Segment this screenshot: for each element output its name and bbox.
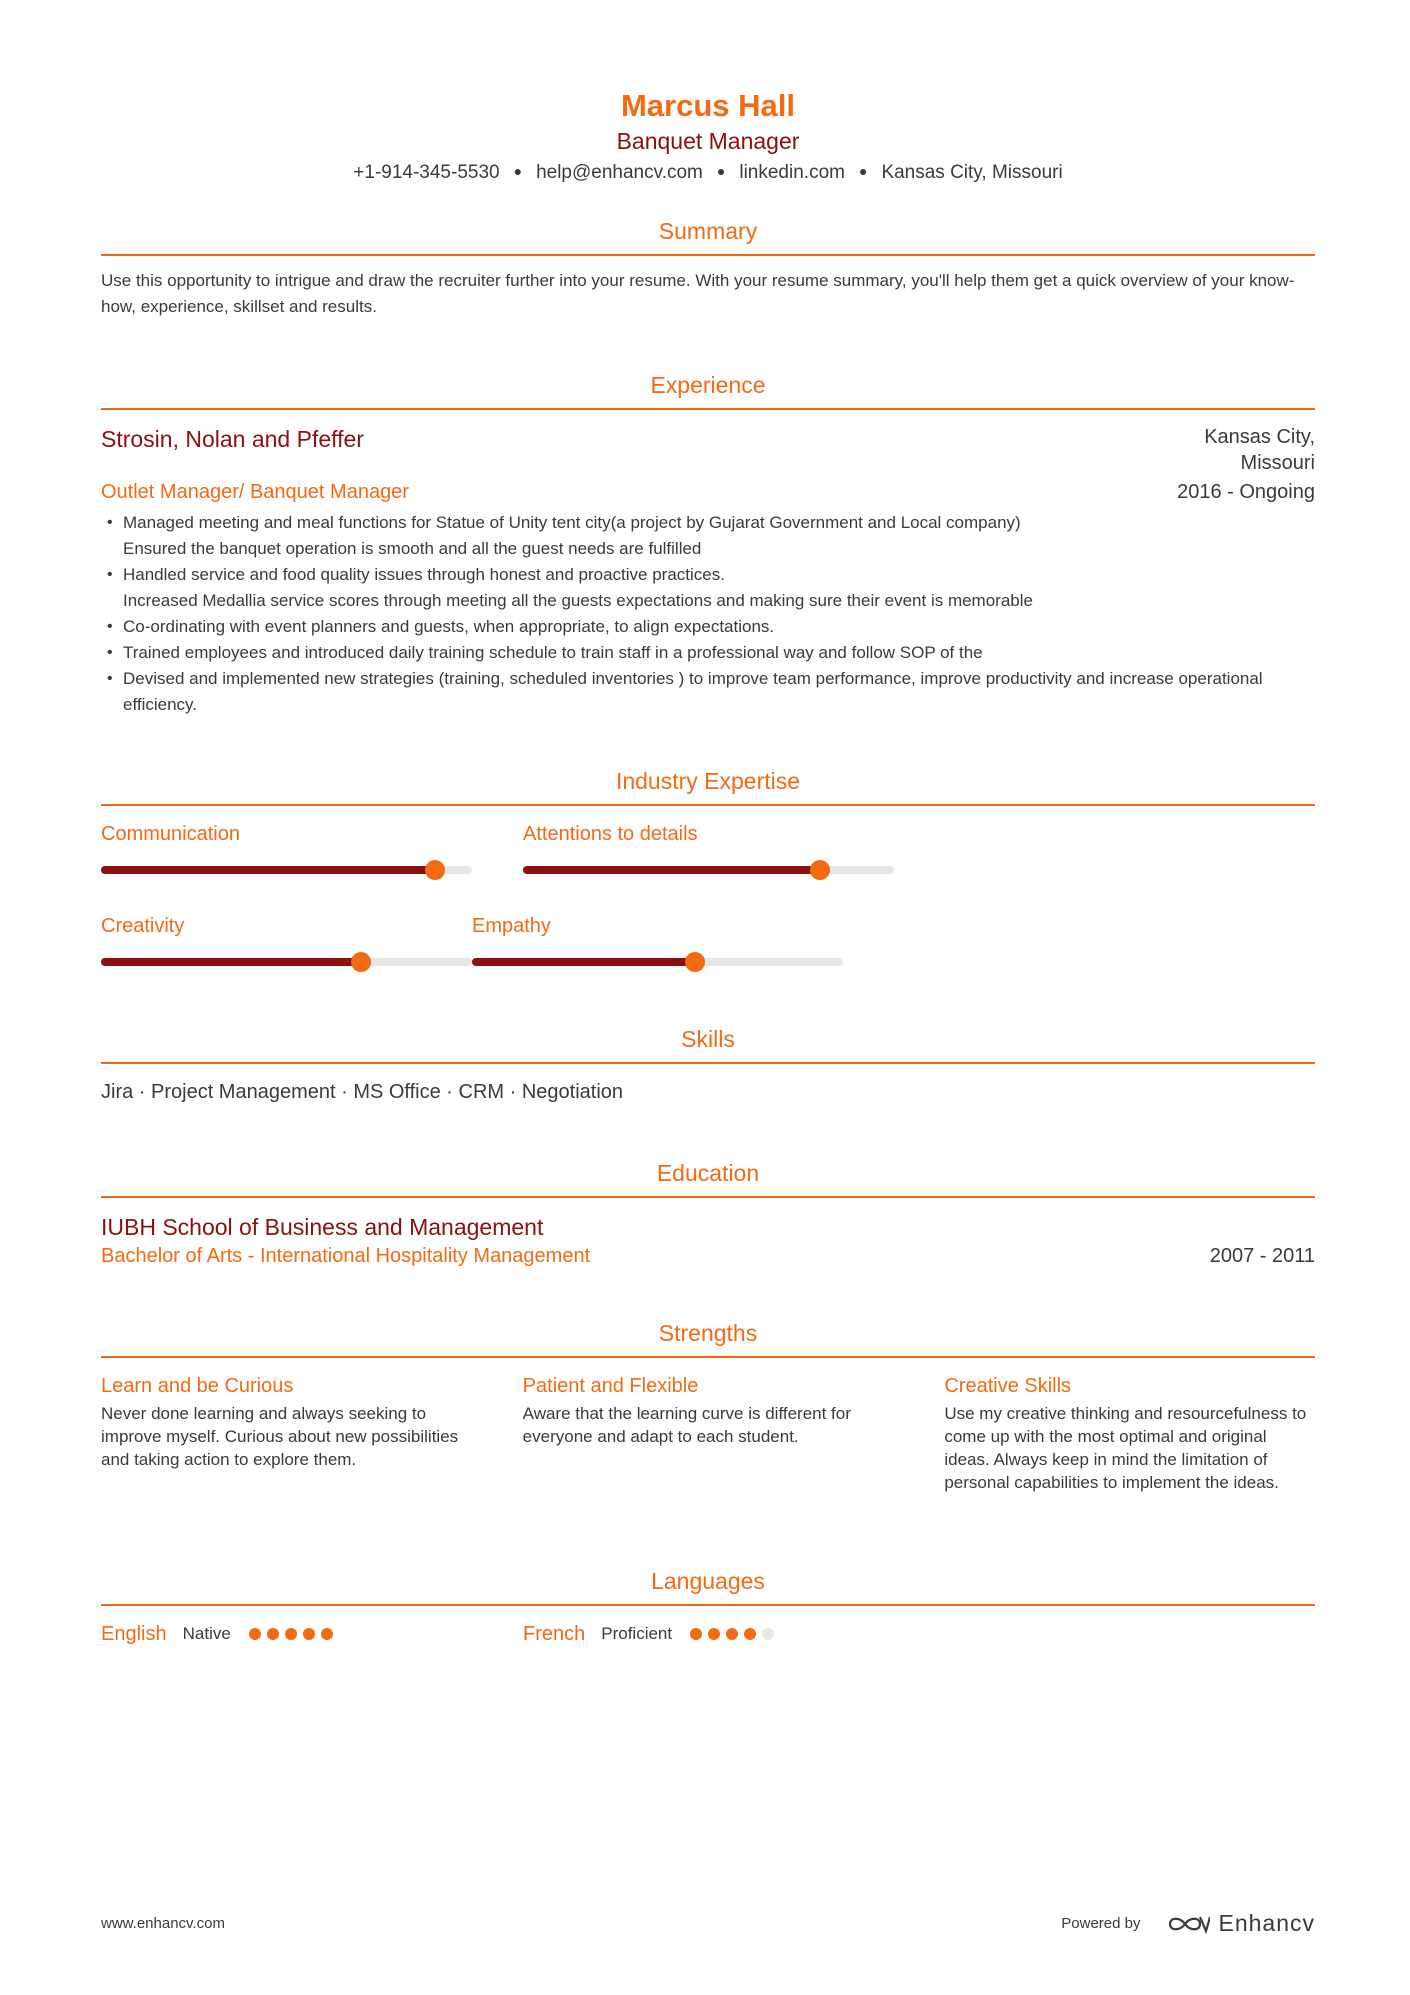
language-item	[523, 1620, 945, 1648]
experience-heading: Experience	[101, 370, 1315, 410]
expertise-bar-fill	[101, 958, 361, 966]
rating-dot	[285, 1628, 297, 1640]
skills-list: Jira · Project Management · MS Office · CRM · Negotiation	[101, 1081, 624, 1103]
location: Kansas City, Missouri	[881, 162, 1063, 183]
experience-bullet-line: Increased Medallia service scores through meeting all the guests expectations and making sure their event is memorable	[123, 591, 1033, 610]
expertise-item	[472, 912, 843, 1004]
language-item	[101, 1620, 523, 1648]
language-rating	[249, 1628, 339, 1640]
email[interactable]: help@enhancv.com	[536, 162, 703, 183]
summary-text: Use this opportunity to intrigue and draw the recruiter further into your resume. With your resume summary, you'll help them get a quick overview of your know-how, experience, skillset and results.	[101, 271, 1295, 316]
degree: Bachelor of Arts - International Hospitality Management	[101, 1245, 591, 1267]
strengths-grid	[101, 1372, 1315, 1494]
powered-by-label: Powered by	[1061, 1915, 1141, 1932]
experience-bullet	[123, 666, 1315, 718]
experience-bullet-line: • Trained employees and introduced daily training schedule to train staff in a professional way and follow SOP of the	[123, 643, 983, 662]
experience-bullet-line: • Co-ordinating with event planners and guests, when appropriate, to align expectations.	[123, 617, 775, 636]
job-dates: 2016 - Ongoing	[1177, 481, 1315, 503]
rating-dot	[690, 1628, 702, 1640]
footer-branding	[1061, 1910, 1315, 1937]
strengths-heading: Strengths	[101, 1318, 1315, 1358]
job-location-line: Missouri	[1240, 452, 1315, 474]
expertise-item	[523, 820, 894, 912]
summary-heading: Summary	[101, 216, 1315, 256]
languages-heading: Languages	[101, 1566, 1315, 1606]
rating-dot	[321, 1628, 333, 1640]
skills-heading: Skills	[101, 1024, 1315, 1064]
strength-description: Never done learning and always seeking to improve myself. Curious about new possibilities and taking action to explore them.	[101, 1404, 459, 1469]
candidate-name: Marcus Hall	[620, 88, 795, 123]
expertise-bar-knob	[810, 860, 830, 880]
strength-title: Learn and be Curious	[101, 1375, 294, 1397]
expertise-bar-fill	[101, 866, 435, 874]
resume-header	[101, 0, 1315, 187]
skills-section	[101, 1024, 1315, 1106]
expertise-bar-knob	[685, 952, 705, 972]
experience-bullet	[123, 614, 1315, 640]
expertise-heading: Industry Expertise	[101, 766, 1315, 806]
expertise-label: Empathy	[472, 915, 551, 937]
language-rating	[690, 1628, 780, 1640]
rating-dot	[726, 1628, 738, 1640]
language-level: Proficient	[601, 1624, 673, 1643]
experience-bullet-line: • Handled service and food quality issues through honest and proactive practices.	[123, 565, 725, 584]
expertise-bar	[101, 958, 472, 966]
rating-dot	[303, 1628, 315, 1640]
strengths-section	[101, 1318, 1315, 1494]
languages-grid	[101, 1620, 1315, 1648]
expertise-bar	[523, 866, 894, 874]
expertise-label: Communication	[101, 823, 240, 845]
experience-bullet	[123, 510, 1315, 562]
education-heading: Education	[101, 1158, 1315, 1198]
enhancv-brand-name: Enhancv	[1218, 1910, 1315, 1936]
education-dates: 2007 - 2011	[1209, 1245, 1315, 1267]
language-level: Native	[182, 1624, 231, 1643]
language-name: English	[101, 1623, 167, 1645]
job-location	[1204, 424, 1315, 476]
linkedin-link[interactable]: linkedin.com	[739, 162, 845, 183]
experience-bullet	[123, 562, 1315, 614]
strength-title: Creative Skills	[944, 1375, 1072, 1397]
bullet-separator: ●	[858, 163, 868, 179]
expertise-bar-knob	[351, 952, 371, 972]
rating-dot	[762, 1628, 774, 1640]
experience-bullet-line: Ensured the banquet operation is smooth and all the guest needs are fulfilled	[123, 539, 702, 558]
expertise-section	[101, 766, 1315, 1004]
strength-description: Aware that the learning curve is different for everyone and adapt to each student.	[522, 1404, 851, 1446]
expertise-bar-fill	[523, 866, 820, 874]
rating-dot	[744, 1628, 756, 1640]
enhancv-logo-icon	[1166, 1913, 1210, 1935]
enhancv-logo[interactable]	[1166, 1910, 1315, 1937]
bullet-separator: ●	[513, 163, 523, 179]
resume-page	[101, 0, 1315, 1645]
school-name: IUBH School of Business and Management	[101, 1214, 544, 1240]
experience-bullet-line: • Devised and implemented new strategies (training, scheduled inventories ) to improve team performance, improve productivity and increase operational efficiency.	[123, 669, 1263, 714]
rating-dot	[267, 1628, 279, 1640]
strength-title: Patient and Flexible	[522, 1375, 699, 1397]
job-location-line: Kansas City,	[1204, 426, 1315, 448]
strength-item	[101, 1372, 472, 1494]
expertise-bar	[472, 958, 843, 966]
strength-description: Use my creative thinking and resourcefulness to come up with the most optimal and original ideas. Always keep in mind the limitation of personal capabilities to implement the ideas.	[944, 1404, 1307, 1492]
phone: +1-914-345-5530	[353, 162, 500, 183]
candidate-title: Banquet Manager	[616, 128, 800, 154]
expertise-bar-fill	[472, 958, 695, 966]
expertise-bar-knob	[425, 860, 445, 880]
contact-line	[101, 157, 1315, 187]
languages-section	[101, 1566, 1315, 1648]
expertise-label: Attentions to details	[523, 823, 698, 845]
language-name: French	[523, 1623, 586, 1645]
summary-section	[101, 216, 1315, 320]
rating-dot	[708, 1628, 720, 1640]
experience-section	[101, 370, 1315, 718]
experience-bullet	[123, 640, 1315, 666]
expertise-bar	[101, 866, 472, 874]
expertise-grid	[101, 820, 1315, 1004]
footer-url[interactable]: www.enhancv.com	[101, 1915, 225, 1932]
job-role: Outlet Manager/ Banquet Manager	[101, 481, 409, 503]
bullet-separator: ●	[716, 163, 726, 179]
experience-bullets	[101, 510, 1315, 718]
expertise-label: Creativity	[101, 915, 185, 937]
experience-bullet-line: • Managed meeting and meal functions for Statue of Unity tent city(a project by Gujarat Government and Local company)	[123, 513, 1021, 532]
education-section	[101, 1158, 1315, 1270]
strength-item	[944, 1372, 1315, 1494]
expertise-item	[101, 912, 472, 1004]
rating-dot	[249, 1628, 261, 1640]
footer	[101, 1910, 1315, 1937]
company-name: Strosin, Nolan and Pfeffer	[101, 426, 364, 452]
expertise-item	[101, 820, 472, 912]
strength-item	[523, 1372, 894, 1494]
